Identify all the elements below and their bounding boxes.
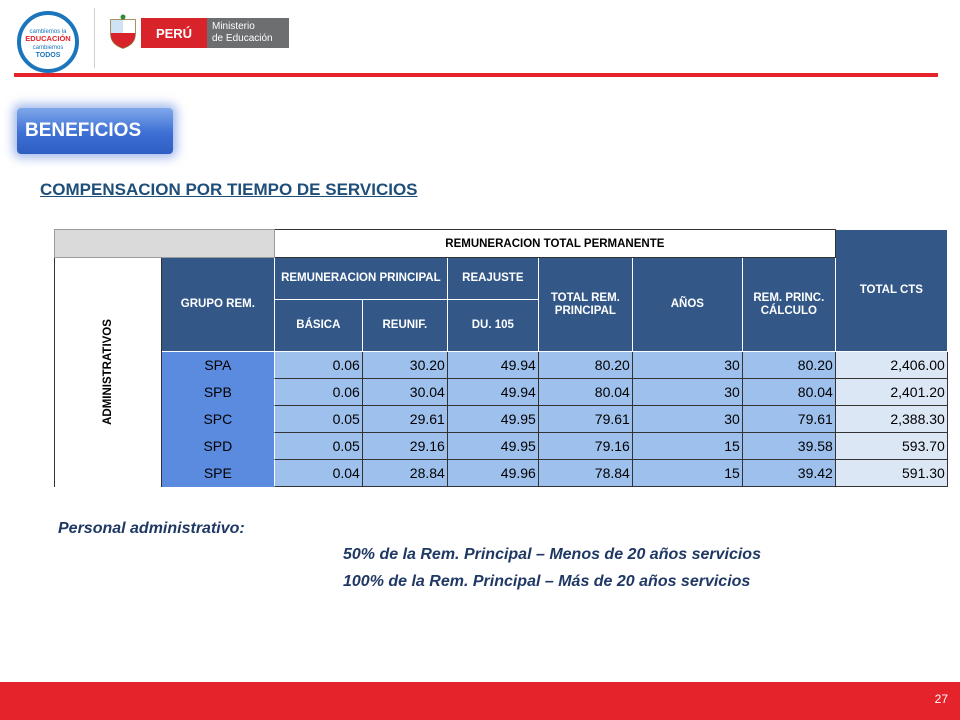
note-line-2: 100% de la Rem. Principal – Más de 20 años servicios	[343, 573, 751, 590]
campaign-logo	[16, 10, 80, 74]
header-rem-principal: REMUNERACION PRINCIPAL	[274, 258, 447, 300]
cell-total: 79.16	[538, 433, 632, 460]
ministry-line-2: de Educación	[212, 33, 273, 44]
cell-total: 79.61	[538, 406, 632, 433]
side-label-administrativos	[55, 258, 162, 487]
side-label-text: ADMINISTRATIVOS	[101, 319, 114, 426]
logo-text-2: EDUCACIÓN	[25, 34, 71, 43]
cell-anos: 30	[632, 406, 742, 433]
cell-basica: 0.06	[274, 379, 362, 406]
header-basica: BÁSICA	[274, 300, 362, 352]
peru-label: PERÚ	[141, 18, 207, 48]
cell-reunif: 29.16	[362, 433, 447, 460]
cell-calculo: 39.58	[742, 433, 835, 460]
cts-table	[54, 229, 948, 487]
cell-cts: 2,406.00	[835, 352, 947, 379]
cell-du105: 49.95	[447, 406, 538, 433]
cell-cts: 593.70	[835, 433, 947, 460]
cell-grupo: SPD	[161, 433, 274, 460]
cell-cts: 2,388.30	[835, 406, 947, 433]
table-row	[55, 433, 948, 460]
cell-basica: 0.04	[274, 460, 362, 487]
header-rem-total-permanente: REMUNERACION TOTAL PERMANENTE	[274, 230, 835, 258]
cell-du105: 49.95	[447, 433, 538, 460]
header-reajuste: REAJUSTE	[447, 258, 538, 300]
logo-text-3: cambiemos	[32, 45, 64, 51]
cell-total: 80.20	[538, 352, 632, 379]
table-row	[55, 406, 948, 433]
table-row	[55, 352, 948, 379]
cell-reunif: 30.04	[362, 379, 447, 406]
ministry-line-1: Ministerio	[212, 21, 255, 32]
header-red-line	[14, 73, 938, 77]
table-corner	[55, 230, 275, 258]
header-divider	[94, 8, 95, 68]
cell-cts: 591.30	[835, 460, 947, 487]
cell-basica: 0.06	[274, 352, 362, 379]
header-grupo-rem: GRUPO REM.	[161, 258, 274, 352]
header-anos: AÑOS	[632, 258, 742, 352]
cell-basica: 0.05	[274, 406, 362, 433]
cell-grupo: SPB	[161, 379, 274, 406]
coat-of-arms-icon	[108, 14, 138, 50]
header-reunif: REUNIF.	[362, 300, 447, 352]
beneficios-title: BENEFICIOS	[17, 108, 173, 154]
header-total-rem-principal: TOTAL REM. PRINCIPAL	[538, 258, 632, 352]
page-number: 27	[934, 692, 948, 706]
cell-anos: 15	[632, 433, 742, 460]
header-du105: DU. 105	[447, 300, 538, 352]
header-rem-princ-calculo: REM. PRINC. CÁLCULO	[742, 258, 835, 352]
cell-reunif: 28.84	[362, 460, 447, 487]
cell-total: 80.04	[538, 379, 632, 406]
ministry-label	[207, 18, 289, 48]
logo-text-1: cambiemos la	[29, 29, 67, 35]
table-row	[55, 460, 948, 487]
cell-basica: 0.05	[274, 433, 362, 460]
note-line-1: 50% de la Rem. Principal – Menos de 20 años servicios	[343, 546, 761, 563]
cell-calculo: 80.20	[742, 352, 835, 379]
cell-grupo: SPC	[161, 406, 274, 433]
cell-reunif: 30.20	[362, 352, 447, 379]
cell-du105: 49.94	[447, 352, 538, 379]
cell-calculo: 79.61	[742, 406, 835, 433]
cell-calculo: 80.04	[742, 379, 835, 406]
cell-reunif: 29.61	[362, 406, 447, 433]
cell-anos: 30	[632, 352, 742, 379]
cell-grupo: SPA	[161, 352, 274, 379]
note-label: Personal administrativo:	[58, 520, 245, 537]
cell-grupo: SPE	[161, 460, 274, 487]
footer-bar	[0, 682, 960, 720]
cell-total: 78.84	[538, 460, 632, 487]
table-row	[55, 379, 948, 406]
header-total-cts: TOTAL CTS	[835, 230, 947, 352]
cell-du105: 49.94	[447, 379, 538, 406]
cell-cts: 2,401.20	[835, 379, 947, 406]
cell-anos: 30	[632, 379, 742, 406]
cts-subtitle: COMPENSACION POR TIEMPO DE SERVICIOS	[40, 180, 418, 199]
cell-du105: 49.96	[447, 460, 538, 487]
logo-text-4: TODOS	[35, 52, 61, 59]
cell-calculo: 39.42	[742, 460, 835, 487]
cell-anos: 15	[632, 460, 742, 487]
